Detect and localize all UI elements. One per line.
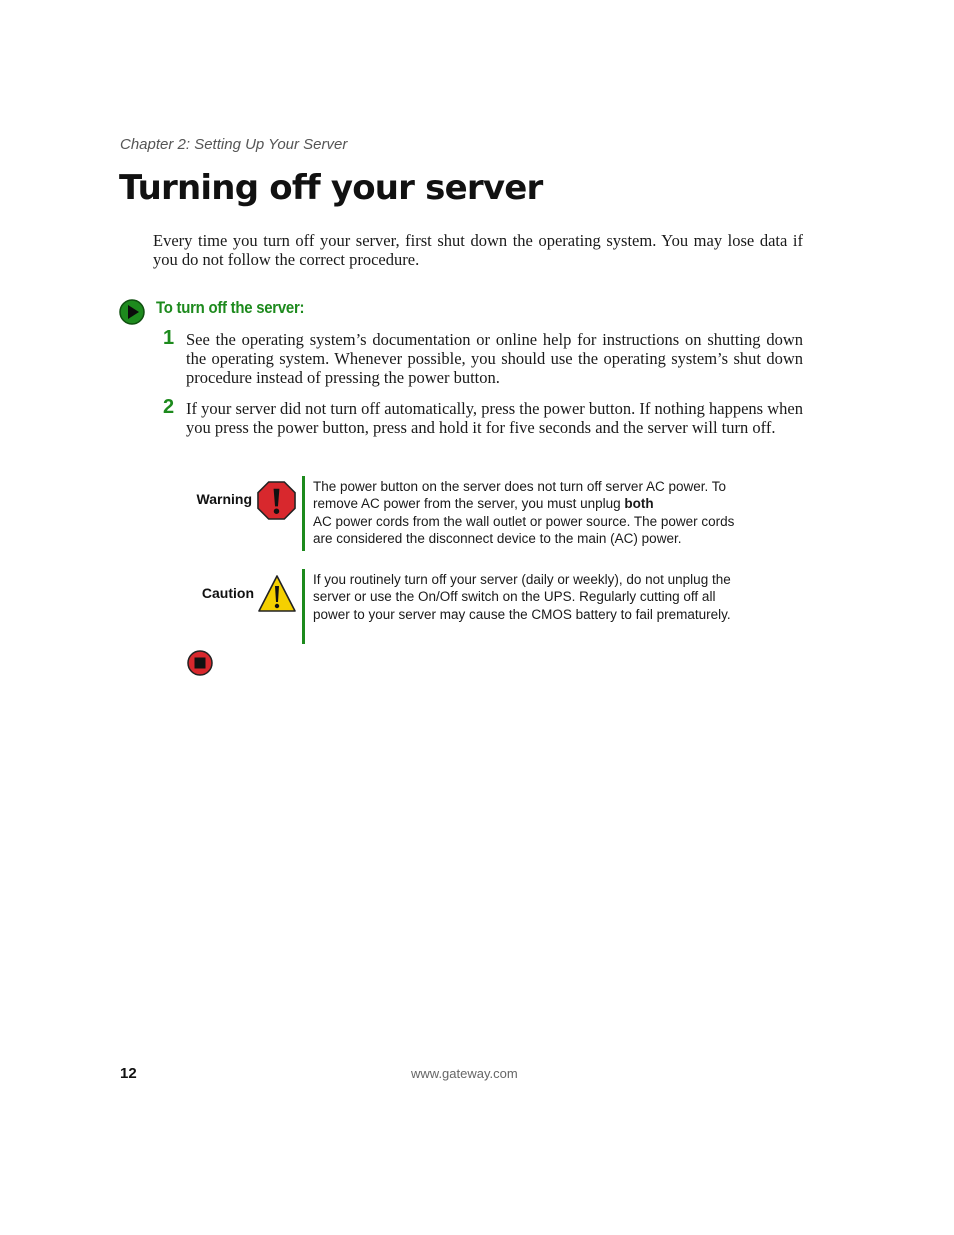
caution-text: If you routinely turn off your server (daily or weekly), do not unplug the server or use the On/Off switch on the UPS. Regularly cutting off all power to your server may cause the CMOS battery to fail prematurely. [313,572,731,622]
warning-text [313,478,753,547]
step-number-1: 1 [163,327,175,349]
green-play-arrow-icon [119,299,145,325]
page-title: Turning off your server [119,168,543,208]
procedure-heading: To turn off the server: [156,298,305,317]
step-text-2: If your server did not turn off automatically, press the power button. If nothing happens when you press the power button, press and hold it for five seconds and the server will turn off. [186,399,803,437]
warning-label: Warning [196,491,252,507]
warning-text-bold: both [624,496,654,512]
intro-paragraph: Every time you turn off your server, first shut down the operating system. You may lose data if you do not follow the correct procedure. [153,231,803,269]
caution-icon [257,574,297,614]
step-number-2: 2 [163,396,175,418]
warning-text-part2: AC power cords from the wall outlet or power source. The power cords are considered the disconnect device to the main (AC) power. [313,513,735,546]
warning-divider [302,476,305,551]
caution-label: Caution [201,585,254,601]
page-number: 12 [120,1065,137,1082]
red-stop-icon [187,650,213,676]
caution-divider [302,569,305,644]
warning-icon [257,481,296,520]
footer-url: www.gateway.com [411,1066,518,1081]
warning-text-part1: The power button on the server does not turn off server AC power. To remove AC power from the server, you must unplug [313,479,726,512]
chapter-header: Chapter 2: Setting Up Your Server [120,136,348,153]
step-text-1: See the operating system’s documentation or online help for instructions on shutting down the operating system. Whenever possible, you should use the operating system’s shut down procedure instead of pressing the power button. [186,330,803,387]
